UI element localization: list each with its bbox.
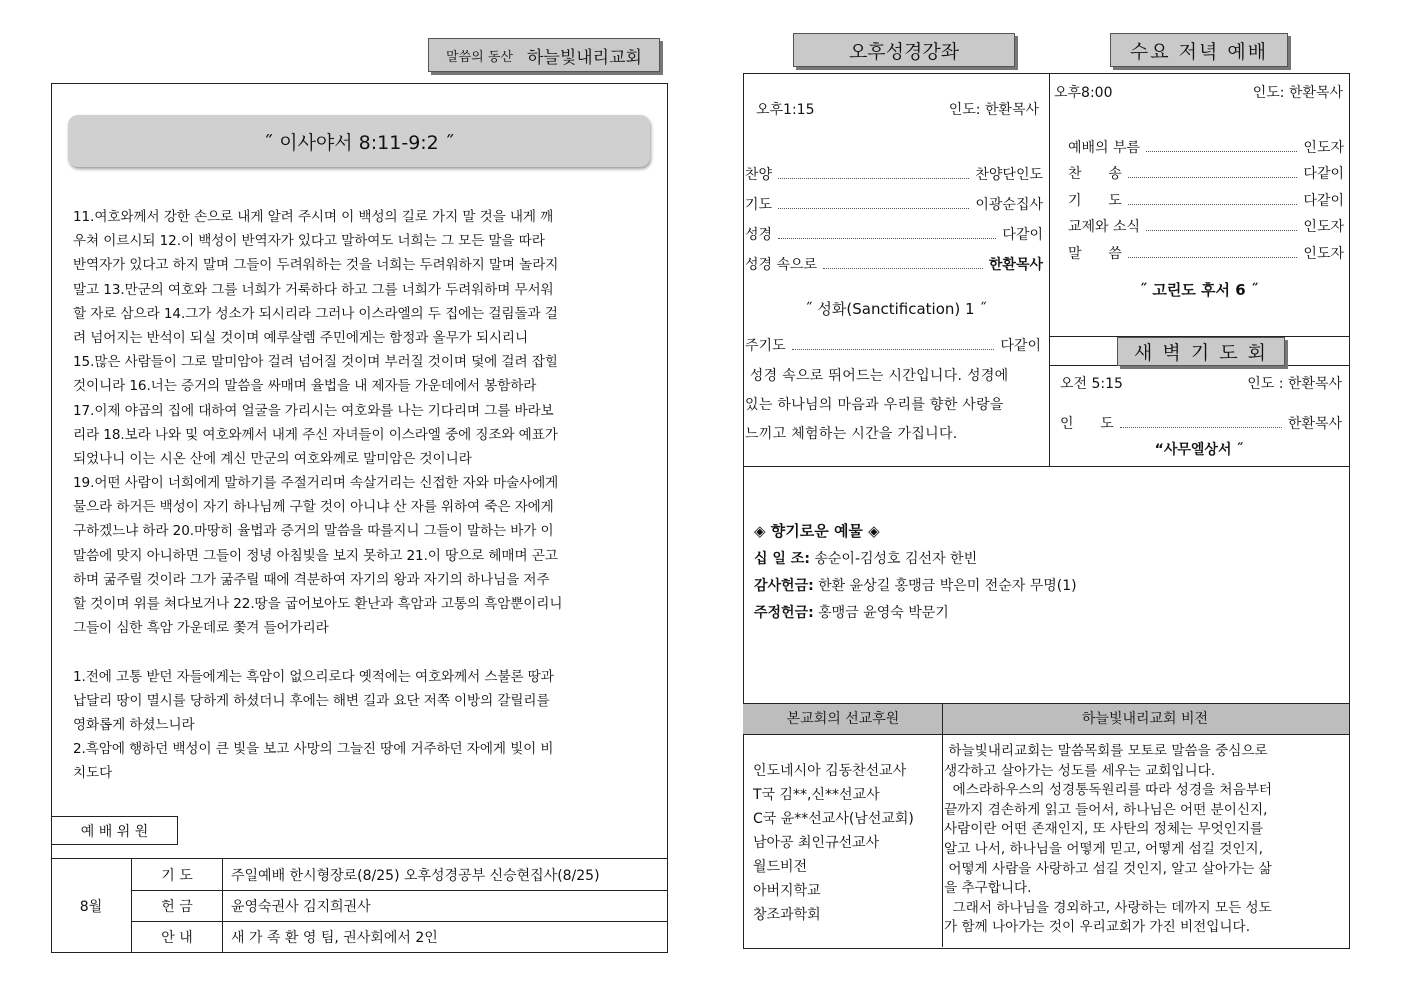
order-item-value: 다같이 — [1303, 166, 1344, 182]
dot-leader — [1128, 177, 1298, 178]
church-name: 하늘빛내리교회 — [526, 47, 642, 68]
scripture-line: 반역자가 있다고 하지 말며 그들이 두려워하는 것을 너희는 두려워하지 말며 놀라지 — [73, 257, 559, 274]
scripture-line: 할 자로 삼으라 14.그가 성소가 되시리라 그러나 이스라엘의 두 집에는 걸림돌과 걸 — [73, 305, 558, 322]
scripture-line: 우쳐 이르시되 12.이 백성이 반역자가 있다고 말하여도 너희는 그 모든 말을 따라 — [73, 233, 545, 250]
dawn-time: 오전 5:15 — [1060, 376, 1123, 392]
wednesday-order-item — [1068, 130, 1344, 157]
dawn-topic: “사무엘상서 ˝ — [1154, 442, 1244, 458]
scripture-line: 납달리 땅이 멸시를 당하게 하셨더니 후에는 해변 길과 요단 저쪽 이방의 갈릴리를 — [73, 692, 550, 709]
column-divider — [1049, 73, 1050, 466]
afternoon-order — [745, 154, 1043, 274]
scripture-line: 려 넘어지는 반석이 되실 것이며 예루살렘 주민에게는 함정과 올무가 되시리니 — [73, 329, 528, 346]
vision-line: 을 추구합니다. — [944, 880, 1032, 897]
wednesday-time: 오후8:00 — [1054, 85, 1113, 101]
wednesday-order-item — [1068, 236, 1344, 263]
afternoon-order-item — [745, 214, 1043, 244]
vision-line: 하늘빛내리교회는 말씀목회를 모토로 말씀을 중심으로 — [944, 743, 1268, 759]
description-line: 느끼고 체험하는 시간을 가집니다. — [745, 426, 958, 442]
scripture-line: 말씀에 맞지 아니하면 그들이 정녕 아침빛을 보지 못하고 21.이 땅으로 헤매며 곤고 — [73, 547, 558, 564]
order-item-label: 예배의 부름 — [1068, 139, 1141, 156]
offering-names: 송순이-김성호 김선자 한빈 — [809, 551, 978, 567]
header-motto: 말씀의 동산 — [446, 49, 513, 65]
vision-line: 그래서 하나님을 경외하고, 사랑하는 데까지 모든 성도 — [944, 899, 1272, 916]
offerings-list — [754, 548, 1334, 629]
scripture-line: 1.전에 고통 받던 자들에게는 흑암이 없으리로다 옛적에는 여호와께서 스불론 땅과 — [73, 668, 554, 685]
scripture-line: 되었나니 이는 시온 산에 계신 만군의 여호와께로 말미암은 것이니라 — [73, 450, 472, 467]
mission-item: 창조과학회 — [753, 907, 821, 923]
order-item-label: 찬양 — [745, 167, 773, 183]
wednesday-order — [1068, 130, 1344, 263]
afternoon-order-item — [745, 244, 1043, 274]
vision-line: 어떻게 사람을 사랑하고 섬길 것인지, 알고 살아가는 삶 — [944, 860, 1272, 877]
dawn-title-banner: 새 벽 기 도 회 — [1117, 337, 1285, 366]
afternoon-time: 오후1:15 — [756, 102, 815, 118]
scripture-line: 할 것이며 위를 쳐다보거나 22.땅을 굽어보아도 환난과 흑암과 고통의 흑암뿐이리니 — [73, 596, 563, 612]
staff-names: 윤영숙권사 김지희권사 — [223, 891, 669, 922]
wednesday-header — [1054, 82, 1343, 102]
afternoon-order-item — [745, 184, 1043, 214]
scripture-text — [73, 205, 665, 786]
scripture-line: 치도다 — [73, 765, 113, 782]
offering-row — [754, 548, 1334, 575]
order-item-label: 성경 — [745, 227, 773, 243]
church-header-banner — [428, 38, 660, 72]
offerings-title: ◈ 향기로운 예물 ◈ — [754, 522, 880, 540]
dawn-order: 인 도 한환목사 — [1060, 416, 1342, 432]
vision-line: 가 함께 나아가는 것이 우리교회가 가진 비전입니다. — [944, 919, 1251, 936]
order-item-value: 인도자 — [1303, 219, 1344, 235]
worship-staff-label: 예 배 위 원 — [51, 816, 178, 845]
mission-item: 아버지학교 — [753, 883, 821, 899]
afternoon-header — [756, 99, 1039, 119]
mission-item: 인도네시아 김동찬선교사 — [753, 763, 907, 779]
vision-line: 알고 나서, 하나님을 어떻게 믿고, 어떻게 섬길 것인지, — [944, 840, 1263, 857]
afternoon-leader: 인도: 한환목사 — [948, 102, 1039, 118]
mission-item: 남아공 최인규선교사 — [753, 835, 880, 851]
order-item-value: 다같이 — [1002, 227, 1043, 243]
mission-item: 월드비전 — [753, 859, 808, 875]
afternoon-description — [745, 362, 1047, 449]
wednesday-order-item — [1068, 157, 1344, 184]
wednesday-order-item — [1068, 183, 1344, 210]
scripture-line — [73, 640, 665, 664]
offering-label: 십 일 조: — [754, 551, 810, 567]
description-line: 성경 속으로 뛰어드는 시간입니다. 성경에 — [745, 368, 1009, 384]
vision-line: 끝까지 겸손하게 읽고 들어서, 하나님은 어떤 분이신지, — [944, 801, 1268, 818]
scripture-line: 영화롭게 하셨느니라 — [73, 716, 195, 733]
scripture-line: 19.어떤 사람이 너희에게 말하기를 주절거리며 속살거리는 신접한 자와 마술사에게 — [73, 475, 559, 492]
wednesday-title-banner: 수요 저녁 예배 — [1110, 33, 1288, 67]
order-item-label: 성경 속으로 — [745, 257, 818, 273]
afternoon-closing: 주기도 다같이 — [745, 338, 1041, 354]
dot-leader — [1128, 204, 1298, 205]
order-item-label: 말 씀 — [1068, 245, 1122, 262]
staff-names: 새 가 족 환 영 팀, 권사회에서 2인 — [223, 922, 669, 953]
scripture-line: 말고 13.만군의 여호와 그를 너희가 거룩하다 하고 그를 너희가 두려워하며 무서워 — [73, 281, 554, 298]
dot-leader — [778, 208, 969, 209]
vision-line: 생각하고 살아가는 성도를 세우는 교회입니다. — [944, 762, 1216, 779]
offering-names: 홍맹금 윤영숙 박문기 — [813, 605, 949, 621]
wednesday-order-item — [1068, 210, 1344, 237]
scripture-line: 것이니라 16.너는 증거의 말씀을 싸매며 율법을 내 제자들 가운데에서 봉함하라 — [73, 378, 537, 395]
scripture-line: 그들이 심한 흑암 가운데로 쫓겨 들어가리라 — [73, 620, 329, 637]
order-item-label: 기도 — [745, 197, 773, 213]
wednesday-leader: 인도: 한환목사 — [1252, 85, 1343, 101]
vision-header: 하늘빛내리교회 비전 — [1081, 711, 1209, 727]
scripture-title-banner — [68, 115, 650, 167]
dot-leader — [823, 268, 983, 269]
dot-leader — [1128, 257, 1298, 258]
staff-names: 주일예배 한시형장로(8/25) 오후성경공부 신승현집사(8/25) — [223, 859, 669, 891]
scripture-title: ˝ 이사야서 8:11-9:2 ˝ — [263, 131, 455, 154]
order-item-value: 한환목사 — [988, 257, 1043, 273]
staff-month: 8월 — [51, 859, 132, 953]
order-item-label: 교제와 소식 — [1068, 219, 1141, 235]
scripture-line: 17.이제 야곱의 집에 대하여 얼굴을 가리시는 여호와를 나는 기다리며 그를 바라보 — [73, 402, 554, 419]
missions-header: 본교회의 선교후원 — [786, 711, 900, 727]
dawn-leader: 인도 : 한환목사 — [1247, 376, 1342, 392]
dawn-header — [1060, 373, 1342, 393]
offering-names: 한환 윤상길 홍맹금 박은미 전순자 무명(1) — [813, 578, 1077, 594]
order-item-value: 인도자 — [1303, 245, 1344, 262]
offering-row — [754, 602, 1334, 629]
order-item-value: 찬양단인도 — [975, 167, 1043, 183]
scripture-line: 11.여호와께서 강한 손으로 내게 알려 주시며 이 백성의 길로 가지 말 것을 내게 깨 — [73, 209, 554, 225]
staff-role: 헌 금 — [132, 891, 223, 922]
vision-text — [944, 742, 1346, 938]
missions-list — [753, 759, 939, 927]
description-line: 있는 하나님의 마음과 우리를 향한 사랑을 — [745, 397, 1004, 413]
order-item-value: 이광순집사 — [975, 197, 1043, 213]
mission-item: C국 윤**선교사(남선교회) — [753, 811, 914, 827]
section-divider — [743, 466, 1349, 467]
scripture-line: 15.많은 사람들이 그로 말미암아 걸려 넘어질 것이며 부러질 것이며 덫에 걸려 잡힐 — [73, 354, 558, 371]
vision-line: 에스라하우스의 성경통독원리를 따라 성경을 처음부터 — [944, 782, 1272, 799]
mission-item: T국 김**,신**선교사 — [753, 787, 880, 803]
scripture-line: 구하겠느냐 하라 20.마땅히 율법과 증거의 말씀을 따를지니 그들이 말하는 바가 이 — [73, 523, 554, 540]
wednesday-topic: ˝ 고린도 후서 6 ˝ — [1139, 281, 1259, 299]
afternoon-order-item — [745, 154, 1043, 184]
scripture-line: 2.흑암에 행하던 백성이 큰 빛을 보고 사망의 그늘진 땅에 거주하던 자에게 빛이 비 — [73, 741, 554, 758]
staff-role: 기 도 — [132, 859, 223, 891]
order-item-value: 다같이 — [1303, 192, 1344, 209]
order-item-label: 기 도 — [1068, 192, 1122, 209]
offering-row — [754, 575, 1334, 602]
order-item-label: 찬 송 — [1068, 166, 1122, 182]
scripture-line: 물으라 하거든 백성이 자기 하나님께 구할 것이 아니냐 산 자를 위하여 죽은 자에게 — [73, 499, 554, 516]
offering-label: 주정헌금: — [754, 605, 814, 621]
dot-leader — [778, 238, 996, 239]
dot-leader — [1146, 151, 1297, 152]
afternoon-title-banner: 오후성경강좌 — [793, 33, 1015, 67]
vision-line: 사람이란 어떤 존재인지, 또 사탄의 정체는 무엇인지를 — [944, 821, 1264, 838]
afternoon-topic: ˝ 성화(Sanctification) 1 ˝ — [805, 300, 987, 318]
offering-label: 감사헌금: — [754, 578, 814, 594]
dot-leader — [1146, 230, 1297, 231]
dot-leader — [778, 178, 969, 179]
order-item-value: 인도자 — [1303, 139, 1344, 156]
worship-staff-table — [51, 858, 668, 953]
missions-vision-divider — [942, 703, 943, 947]
scripture-line: 하며 굶주릴 것이라 그가 굶주릴 때에 격분하여 자기의 왕과 자기의 하나님을 저주 — [73, 571, 550, 588]
staff-role: 안 내 — [132, 922, 223, 953]
scripture-line: 리라 18.보라 나와 및 여호와께서 내게 주신 자녀들이 이스라엘 중에 징조와 예표가 — [73, 426, 558, 443]
